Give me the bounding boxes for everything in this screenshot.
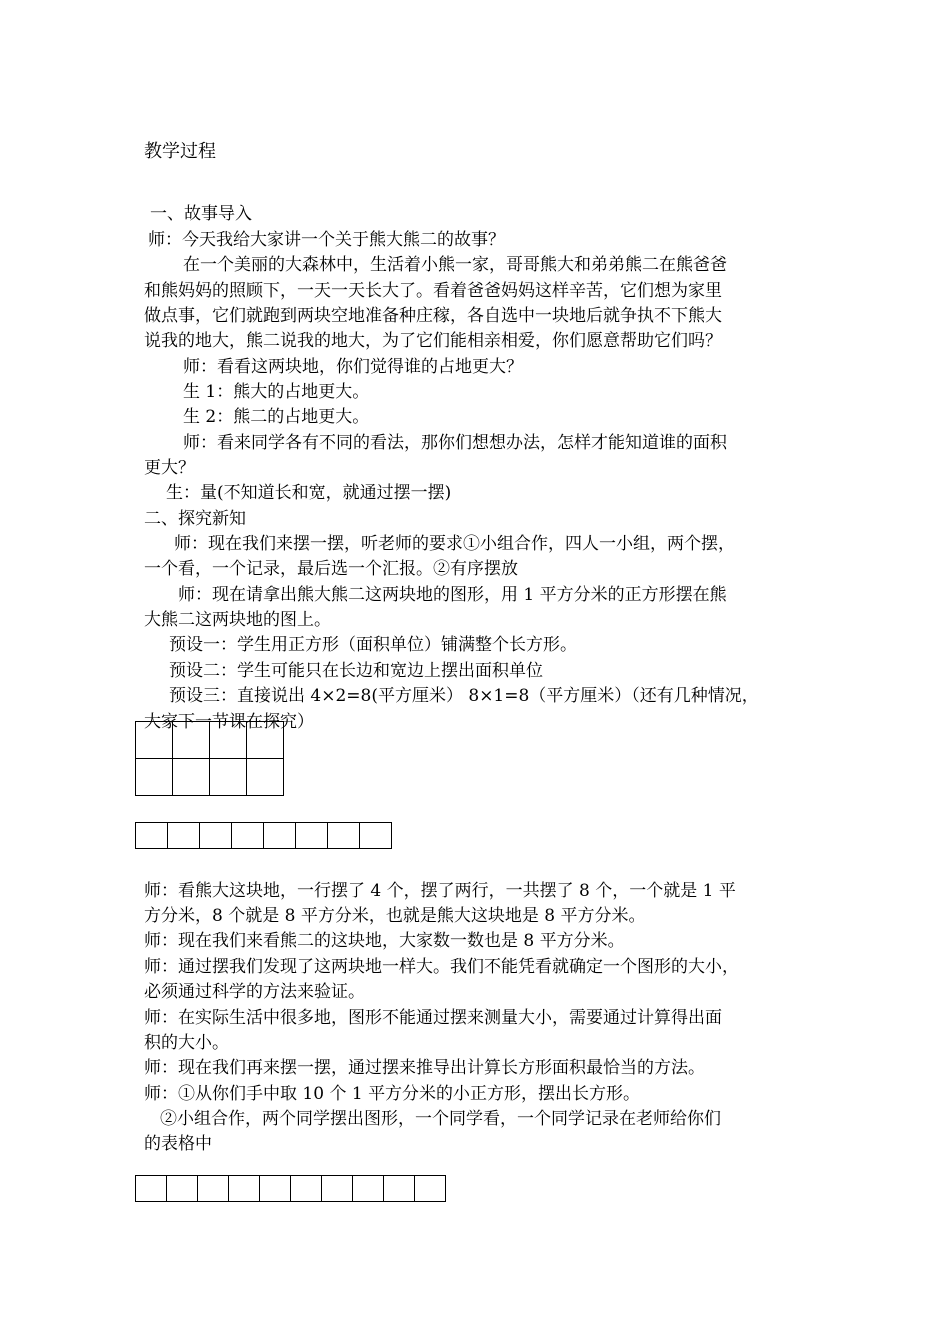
text-line: 更大？ — [144, 458, 195, 478]
text-line: 在一个美丽的大森林中，生活着小熊一家，哥哥熊大和弟弟熊二在熊爸爸 — [183, 255, 727, 275]
text-line: 预设三：直接说出 4×2=8(平方厘米） 8×1=8（平方厘米）（还有几种情况， — [169, 686, 759, 706]
heading-story-intro: 一、故事导入 — [150, 204, 252, 224]
text-line: 师：看来同学各有不同的看法，那你们想想办法，怎样才能知道谁的面积 — [183, 433, 727, 453]
text-line: 的表格中 — [144, 1134, 212, 1154]
text-line: 一个看，一个记录，最后选一个汇报。②有序摆放 — [144, 559, 518, 579]
section-title: 教学过程 — [144, 141, 216, 162]
text-line: 积的大小。 — [144, 1033, 229, 1053]
text-line: 师：现在我们来摆一摆，听老师的要求①小组合作，四人一小组，两个摆， — [174, 534, 735, 554]
text-line: 师：在实际生活中很多地，图形不能通过摆来测量大小，需要通过计算得出面 — [144, 1008, 722, 1028]
xiongda-grid — [135, 721, 284, 796]
xionger-grid — [135, 822, 392, 849]
heading-explore: 二、探究新知 — [144, 509, 246, 529]
text-line: 方分米，8 个就是 8 平方分米，也就是熊大这块地是 8 平方分米。 — [144, 906, 646, 926]
text-line: 预设一：学生用正方形（面积单位）铺满整个长方形。 — [169, 635, 577, 655]
ten-square-strip — [135, 1175, 446, 1202]
text-line: 大熊二这两块地的图上。 — [144, 610, 331, 630]
text-line: 师：今天我给大家讲一个关于熊大熊二的故事？ — [148, 230, 505, 250]
text-line: 师：①从你们手中取 10 个 1 平方分米的小正方形，摆出长方形。 — [144, 1084, 641, 1104]
text-line: 说我的地大，熊二说我的地大，为了它们能相亲相爱，你们愿意帮助它们吗？ — [144, 331, 722, 351]
text-line: ②小组合作，两个同学摆出图形，一个同学看，一个同学记录在老师给你们 — [160, 1109, 721, 1129]
text-line: 生：量(不知道长和宽，就通过摆一摆) — [166, 483, 452, 503]
text-line: 师：看熊大这块地，一行摆了 4 个，摆了两行，一共摆了 8 个，一个就是 1 平 — [144, 881, 736, 901]
text-line: 生 2：熊二的占地更大。 — [183, 407, 370, 427]
text-line: 师：现在我们再来摆一摆，通过摆来推导出计算长方形面积最恰当的方法。 — [144, 1058, 705, 1078]
text-line: 师：现在请拿出熊大熊二这两块地的图形，用 1 平方分米的正方形摆在熊 — [178, 585, 727, 605]
text-line: 师：通过摆我们发现了这两块地一样大。我们不能凭看就确定一个图形的大小， — [144, 957, 739, 977]
text-line: 师：现在我们来看熊二的这块地，大家数一数也是 8 平方分米。 — [144, 931, 625, 951]
text-line: 大家下一节课在探究） — [144, 712, 314, 732]
text-line: 必须通过科学的方法来验证。 — [144, 982, 365, 1002]
text-line: 预设二：学生可能只在长边和宽边上摆出面积单位 — [169, 661, 543, 681]
text-line: 生 1：熊大的占地更大。 — [183, 382, 370, 402]
text-line: 师：看看这两块地，你们觉得谁的占地更大？ — [183, 357, 523, 377]
text-line: 做点事，它们就跑到两块空地准备种庄稼，各自选中一块地后就争执不下熊大 — [144, 306, 722, 326]
text-line: 和熊妈妈的照顾下，一天一天长大了。看着爸爸妈妈这样辛苦，它们想为家里 — [144, 281, 722, 301]
